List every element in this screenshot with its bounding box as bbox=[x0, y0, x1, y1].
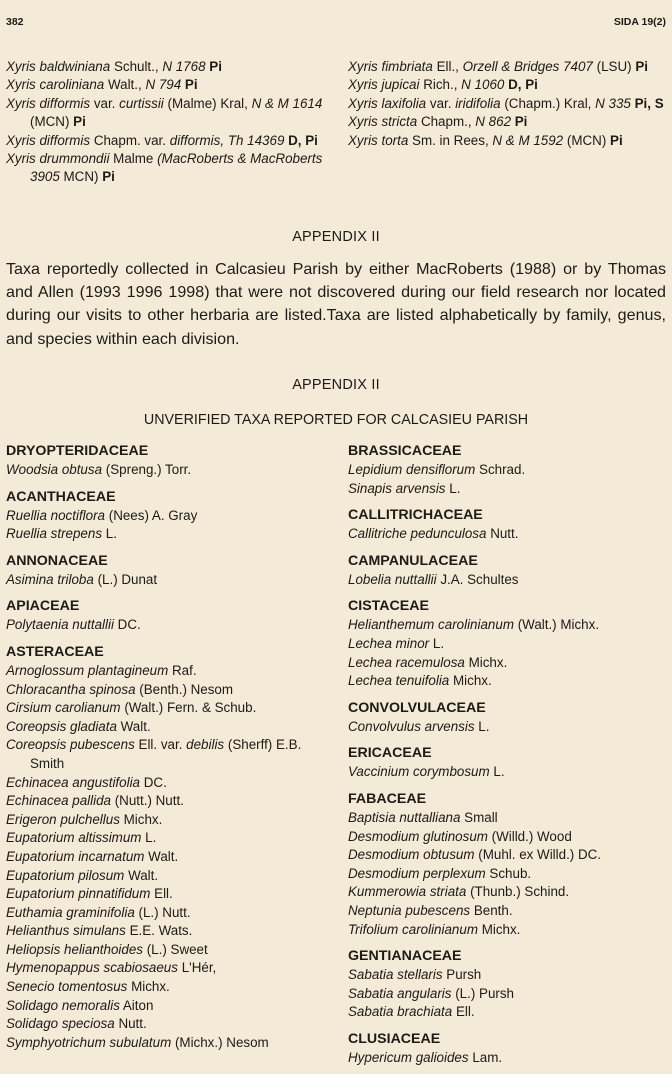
family-name: FABACEAE bbox=[348, 790, 427, 807]
voucher: N 1060 bbox=[461, 77, 505, 93]
taxon-entry bbox=[6, 774, 336, 793]
author: J.A. Schultes bbox=[440, 571, 519, 587]
family-block bbox=[348, 698, 668, 737]
author: (Chapm.) Kral, bbox=[504, 95, 592, 111]
author: (Walt.) Fern. & Schub. bbox=[124, 700, 257, 716]
taxon-name: Coreopsis pubescens bbox=[6, 737, 135, 753]
taxon-name: Trifolium carolinianum bbox=[348, 921, 478, 937]
author: Chapm. var. bbox=[93, 132, 167, 148]
voucher: N 794 bbox=[145, 77, 182, 93]
taxon-name: Lechea minor bbox=[348, 635, 430, 651]
herbarium: MCN) bbox=[63, 169, 99, 185]
taxon-entry bbox=[348, 635, 668, 654]
author: (Sherff) E.B. Smith bbox=[30, 737, 302, 771]
family-block bbox=[348, 596, 668, 690]
family-name: ANNONACEAE bbox=[6, 552, 108, 569]
taxon-entry bbox=[348, 966, 668, 985]
taxon-name: Xyris baldwiniana bbox=[6, 59, 111, 74]
taxon-name: Solidago nemoralis bbox=[6, 997, 120, 1013]
taxon-name: Xyris laxifolia bbox=[348, 95, 427, 111]
family-block bbox=[348, 789, 668, 939]
taxon-name: Lechea tenuifolia bbox=[348, 673, 450, 689]
page-number: 382 bbox=[6, 16, 24, 28]
taxon-entry bbox=[348, 846, 668, 865]
taxon-name: Coreopsis gladiata bbox=[6, 718, 117, 734]
taxon-name: Woodsia obtusa bbox=[6, 462, 103, 477]
taxon-entry bbox=[6, 1034, 336, 1053]
taxon-entry bbox=[6, 662, 336, 681]
author: (L.) Dunat bbox=[97, 571, 158, 587]
author: L'Hér, bbox=[181, 960, 217, 976]
taxon-entry bbox=[6, 718, 336, 737]
taxon-name: Eupatorium pilosum bbox=[6, 867, 125, 883]
taxon-entry bbox=[6, 699, 336, 718]
taxon-name: Hypericum galioides bbox=[348, 1049, 469, 1065]
taxon-entry bbox=[6, 978, 336, 997]
family-block bbox=[348, 441, 668, 498]
taxon-name: Solidago speciosa bbox=[6, 1016, 115, 1032]
family-block bbox=[348, 743, 668, 782]
author: Walt. bbox=[148, 848, 179, 864]
taxon-name: Xyris fimbriata bbox=[348, 59, 433, 74]
voucher: Orzell & Bridges 7407 bbox=[462, 59, 593, 74]
author: Walt., bbox=[107, 77, 142, 93]
author: L. bbox=[478, 718, 490, 734]
taxon-entry bbox=[6, 904, 336, 923]
voucher-entry bbox=[6, 132, 328, 150]
taxon-name: Echinacea angustifolia bbox=[6, 774, 140, 790]
taxon-name: Convolvulus arvensis bbox=[348, 718, 475, 734]
author: Small bbox=[464, 809, 498, 825]
family-name: BRASSICACEAE bbox=[348, 443, 462, 459]
taxon-name: Helianthemum carolinianum bbox=[348, 617, 514, 633]
taxon-name: Sabatia stellaris bbox=[348, 967, 443, 983]
taxon-entry bbox=[348, 902, 668, 921]
author: Raf. bbox=[172, 662, 197, 678]
code: Pi, S bbox=[634, 95, 664, 111]
taxon-entry bbox=[348, 828, 668, 847]
taxon-name: Asimina triloba bbox=[6, 571, 94, 587]
taxon-name: Sabatia brachiata bbox=[348, 1004, 453, 1020]
taxon-name: Eupatorium pinnatifidum bbox=[6, 886, 151, 902]
taxon-name: Vaccinium corymbosum bbox=[348, 764, 490, 780]
taxon-entry bbox=[6, 736, 336, 773]
author: DC. bbox=[143, 774, 167, 790]
taxon-entry bbox=[6, 941, 336, 960]
author: Nutt. bbox=[490, 526, 519, 542]
journal-name: SIDA 19(2) bbox=[613, 16, 666, 28]
voucher-entry bbox=[6, 150, 328, 187]
family-block bbox=[6, 642, 336, 1052]
infraspecific-name: debilis bbox=[186, 737, 225, 753]
taxon-name: Callitriche pedunculosa bbox=[348, 526, 487, 542]
taxon-name: Desmodium glutinosum bbox=[348, 828, 488, 844]
author: Malme bbox=[113, 151, 154, 167]
taxon-entry bbox=[6, 829, 336, 848]
voucher-entry bbox=[348, 58, 670, 76]
family-column-left bbox=[6, 441, 336, 1059]
author: Benth. bbox=[473, 902, 513, 918]
taxon-name: Xyris difformis bbox=[6, 132, 91, 148]
taxon-entry bbox=[6, 616, 336, 635]
family-name: CAMPANULACEAE bbox=[348, 552, 478, 569]
author: DC. bbox=[117, 617, 141, 633]
taxon-name: Arnoglossum plantagineum bbox=[6, 662, 169, 678]
taxon-name: Eupatorium incarnatum bbox=[6, 848, 145, 864]
author: L. bbox=[145, 830, 157, 846]
infraspecific-name: iridifolia bbox=[455, 95, 501, 111]
author: Schub. bbox=[489, 865, 532, 881]
code: Pi bbox=[184, 77, 198, 93]
taxon-entry bbox=[6, 997, 336, 1016]
taxon-name: Eupatorium altissimum bbox=[6, 830, 142, 846]
taxon-entry bbox=[348, 763, 668, 782]
author: (Michx.) Nesom bbox=[174, 1034, 269, 1050]
author: Pursh bbox=[446, 967, 482, 983]
family-block bbox=[6, 487, 336, 544]
taxon-name: Xyris caroliniana bbox=[6, 77, 105, 93]
taxon-name: Desmodium obtusum bbox=[348, 847, 475, 863]
page-header bbox=[6, 16, 666, 32]
author: (Nees) A. Gray bbox=[108, 507, 198, 523]
author: Schult., bbox=[113, 59, 159, 74]
author: Rich., bbox=[423, 77, 458, 93]
herbarium: (MCN) bbox=[566, 132, 607, 148]
voucher-list-left bbox=[6, 58, 328, 187]
taxon-name: Ruellia noctiflora bbox=[6, 507, 105, 523]
family-name: CALLITRICHACEAE bbox=[348, 507, 483, 524]
appendix-paragraph: Taxa reportedly collected in Calcasieu Parish by either MacRoberts (1988) or by Thomas and Allen (1993 1996 1998) that were not discovered during our field research nor located during our visits to other herbaria are listed.Taxa are listed alphabetically by family, genus, and species within each division. bbox=[6, 260, 666, 348]
taxon-name: Polytaenia nuttallii bbox=[6, 617, 114, 633]
voucher: Th 14369 bbox=[227, 132, 285, 148]
taxon-entry bbox=[6, 959, 336, 978]
taxon-entry bbox=[6, 867, 336, 886]
taxon-entry bbox=[348, 616, 668, 635]
author: Sm. in Rees, bbox=[412, 132, 489, 148]
author: (Willd.) Wood bbox=[491, 828, 572, 844]
taxon-entry bbox=[348, 480, 668, 499]
family-block bbox=[348, 551, 668, 590]
family-name: CLUSIACEAE bbox=[348, 1030, 441, 1047]
taxon-entry bbox=[6, 507, 336, 526]
code: Pi bbox=[610, 132, 623, 148]
author: Walt. bbox=[128, 867, 159, 883]
author: Lam. bbox=[472, 1049, 503, 1065]
code: Pi bbox=[102, 169, 115, 185]
code: Pi bbox=[635, 59, 648, 74]
voucher-entry bbox=[348, 76, 670, 94]
herbarium: (MCN) bbox=[30, 114, 70, 130]
author: (L.) Pursh bbox=[455, 985, 515, 1001]
voucher-list-right bbox=[348, 58, 670, 150]
taxon-name: Xyris drummondii bbox=[6, 151, 110, 167]
author: Michx. bbox=[123, 811, 163, 827]
taxon-name: Xyris jupicai bbox=[348, 77, 420, 93]
author: L. bbox=[449, 480, 461, 496]
author: (L.) Nutt. bbox=[138, 904, 191, 920]
taxon-entry bbox=[6, 571, 336, 590]
taxon-name: Hymenopappus scabiosaeus bbox=[6, 960, 178, 976]
voucher-entry bbox=[348, 132, 670, 150]
taxon-name: Echinacea pallida bbox=[6, 793, 111, 809]
code: D, Pi bbox=[508, 77, 538, 93]
taxon-entry bbox=[348, 525, 668, 544]
taxon-entry bbox=[348, 571, 668, 590]
taxon-entry bbox=[348, 921, 668, 940]
taxon-entry bbox=[6, 885, 336, 904]
author: Ell. var. bbox=[138, 737, 183, 753]
author: Michx. bbox=[131, 979, 170, 995]
taxon-name: Ruellia strepens bbox=[6, 526, 103, 542]
voucher: N & M 1614 bbox=[251, 95, 323, 111]
author: (Walt.) Michx. bbox=[517, 617, 600, 633]
code: Pi bbox=[514, 114, 528, 130]
taxon-entry bbox=[6, 792, 336, 811]
author: Ell. bbox=[455, 1004, 475, 1020]
taxon-name: Lobelia nuttallii bbox=[348, 571, 437, 587]
author: (Spreng.) Torr. bbox=[105, 462, 192, 477]
herbarium: (LSU) bbox=[596, 59, 632, 74]
taxon-entry bbox=[348, 1003, 668, 1022]
family-name: DRYOPTERIDACEAE bbox=[6, 443, 149, 459]
author: Nutt. bbox=[118, 1016, 147, 1032]
family-block bbox=[6, 596, 336, 635]
taxon-entry bbox=[348, 672, 668, 691]
voucher: N 862 bbox=[475, 114, 512, 130]
taxon-name: Sinapis arvensis bbox=[348, 480, 446, 496]
taxon-name: Helianthus simulans bbox=[6, 923, 126, 939]
taxon-name: Sabatia angularis bbox=[348, 985, 452, 1001]
family-column-right bbox=[348, 441, 668, 1074]
author: Ell., bbox=[436, 59, 459, 74]
family-name: CISTACEAE bbox=[348, 598, 429, 615]
author: Chapm., bbox=[420, 114, 472, 130]
taxon-name: Baptisia nuttalliana bbox=[348, 809, 461, 825]
family-block bbox=[348, 505, 668, 544]
author: (Malme) Kral, bbox=[167, 95, 248, 111]
taxon-name: Xyris torta bbox=[348, 132, 409, 148]
voucher: (MacRoberts & MacRoberts 3905 bbox=[30, 151, 323, 185]
taxon-name: Desmodium perplexum bbox=[348, 865, 486, 881]
taxon-entry bbox=[348, 718, 668, 737]
author: (Benth.) Nesom bbox=[139, 681, 234, 697]
author: Michx. bbox=[481, 921, 521, 937]
taxon-entry bbox=[348, 809, 668, 828]
taxon-entry bbox=[348, 461, 668, 480]
family-name: ERICACEAE bbox=[348, 745, 432, 762]
taxon-entry bbox=[348, 865, 668, 884]
author: var. bbox=[93, 95, 116, 111]
taxon-entry bbox=[6, 1015, 336, 1034]
taxon-name: Xyris stricta bbox=[348, 114, 418, 130]
author: L. bbox=[105, 526, 117, 542]
taxon-name: Erigeron pulchellus bbox=[6, 811, 120, 827]
author: (L.) Sweet bbox=[146, 941, 208, 957]
author: Walt. bbox=[120, 718, 151, 734]
taxon-name: Lepidium densiflorum bbox=[348, 462, 476, 477]
taxon-name: Chloracantha spinosa bbox=[6, 681, 136, 697]
family-block bbox=[348, 1029, 668, 1068]
taxon-entry bbox=[348, 883, 668, 902]
taxon-name: Neptunia pubescens bbox=[348, 902, 471, 918]
author: (Muhl. ex Willd.) DC. bbox=[478, 847, 602, 863]
taxon-name: Euthamia graminifolia bbox=[6, 904, 135, 920]
voucher-entry bbox=[348, 95, 670, 113]
taxon-entry bbox=[348, 1049, 668, 1068]
appendix-heading-2: APPENDIX II bbox=[292, 377, 380, 393]
code: Pi bbox=[73, 114, 86, 130]
taxon-entry bbox=[6, 461, 336, 480]
taxon-name: Symphyotrichum subulatum bbox=[6, 1034, 172, 1050]
taxon-entry bbox=[6, 922, 336, 941]
taxon-name: Xyris difformis bbox=[6, 95, 91, 111]
voucher: N 335 bbox=[595, 95, 631, 111]
code: Pi bbox=[209, 59, 222, 74]
author: Michx. bbox=[468, 654, 508, 670]
taxon-entry bbox=[6, 525, 336, 544]
voucher-entry bbox=[348, 113, 670, 131]
family-block bbox=[348, 946, 668, 1022]
taxon-entry bbox=[6, 681, 336, 700]
taxon-name: Kummerowia striata bbox=[348, 884, 467, 900]
infraspecific-name: difformis, bbox=[169, 132, 225, 148]
family-name: APIACEAE bbox=[6, 598, 80, 615]
voucher-entry bbox=[6, 95, 328, 132]
taxon-entry bbox=[348, 985, 668, 1004]
author: (Thunb.) Schind. bbox=[470, 884, 570, 900]
taxon-name: Heliopsis helianthoides bbox=[6, 941, 143, 957]
voucher-entry bbox=[6, 58, 328, 76]
author: L. bbox=[493, 764, 505, 780]
author: (Nutt.) Nutt. bbox=[114, 793, 184, 809]
taxon-entry bbox=[348, 654, 668, 673]
author: Schrad. bbox=[479, 462, 526, 477]
author: E.E. Wats. bbox=[129, 923, 193, 939]
voucher: N & M 1592 bbox=[492, 132, 564, 148]
family-name: GENTIANACEAE bbox=[348, 948, 462, 965]
taxon-name: Senecio tomentosus bbox=[6, 979, 128, 995]
author: Aiton bbox=[122, 997, 154, 1013]
taxon-entry bbox=[6, 848, 336, 867]
taxon-name: Cirsium carolianum bbox=[6, 700, 121, 716]
taxon-name: Lechea racemulosa bbox=[348, 654, 465, 670]
family-name: ASTERACEAE bbox=[6, 643, 104, 660]
list-title: UNVERIFIED TAXA REPORTED FOR CALCASIEU PARISH bbox=[143, 412, 529, 428]
family-block bbox=[6, 441, 336, 480]
taxon-entry bbox=[6, 811, 336, 830]
author: var. bbox=[429, 95, 452, 111]
family-name: ACANTHACEAE bbox=[6, 488, 116, 505]
author: Ell. bbox=[154, 886, 173, 902]
author: Michx. bbox=[453, 673, 492, 689]
family-name: CONVOLVULACEAE bbox=[348, 699, 486, 716]
voucher-entry bbox=[6, 76, 328, 94]
infraspecific-name: curtissii bbox=[119, 95, 164, 111]
code: D, Pi bbox=[288, 132, 318, 148]
appendix-heading: APPENDIX II bbox=[292, 229, 380, 245]
voucher: N 1768 bbox=[162, 59, 206, 74]
family-block bbox=[6, 551, 336, 590]
author: L. bbox=[432, 635, 445, 651]
